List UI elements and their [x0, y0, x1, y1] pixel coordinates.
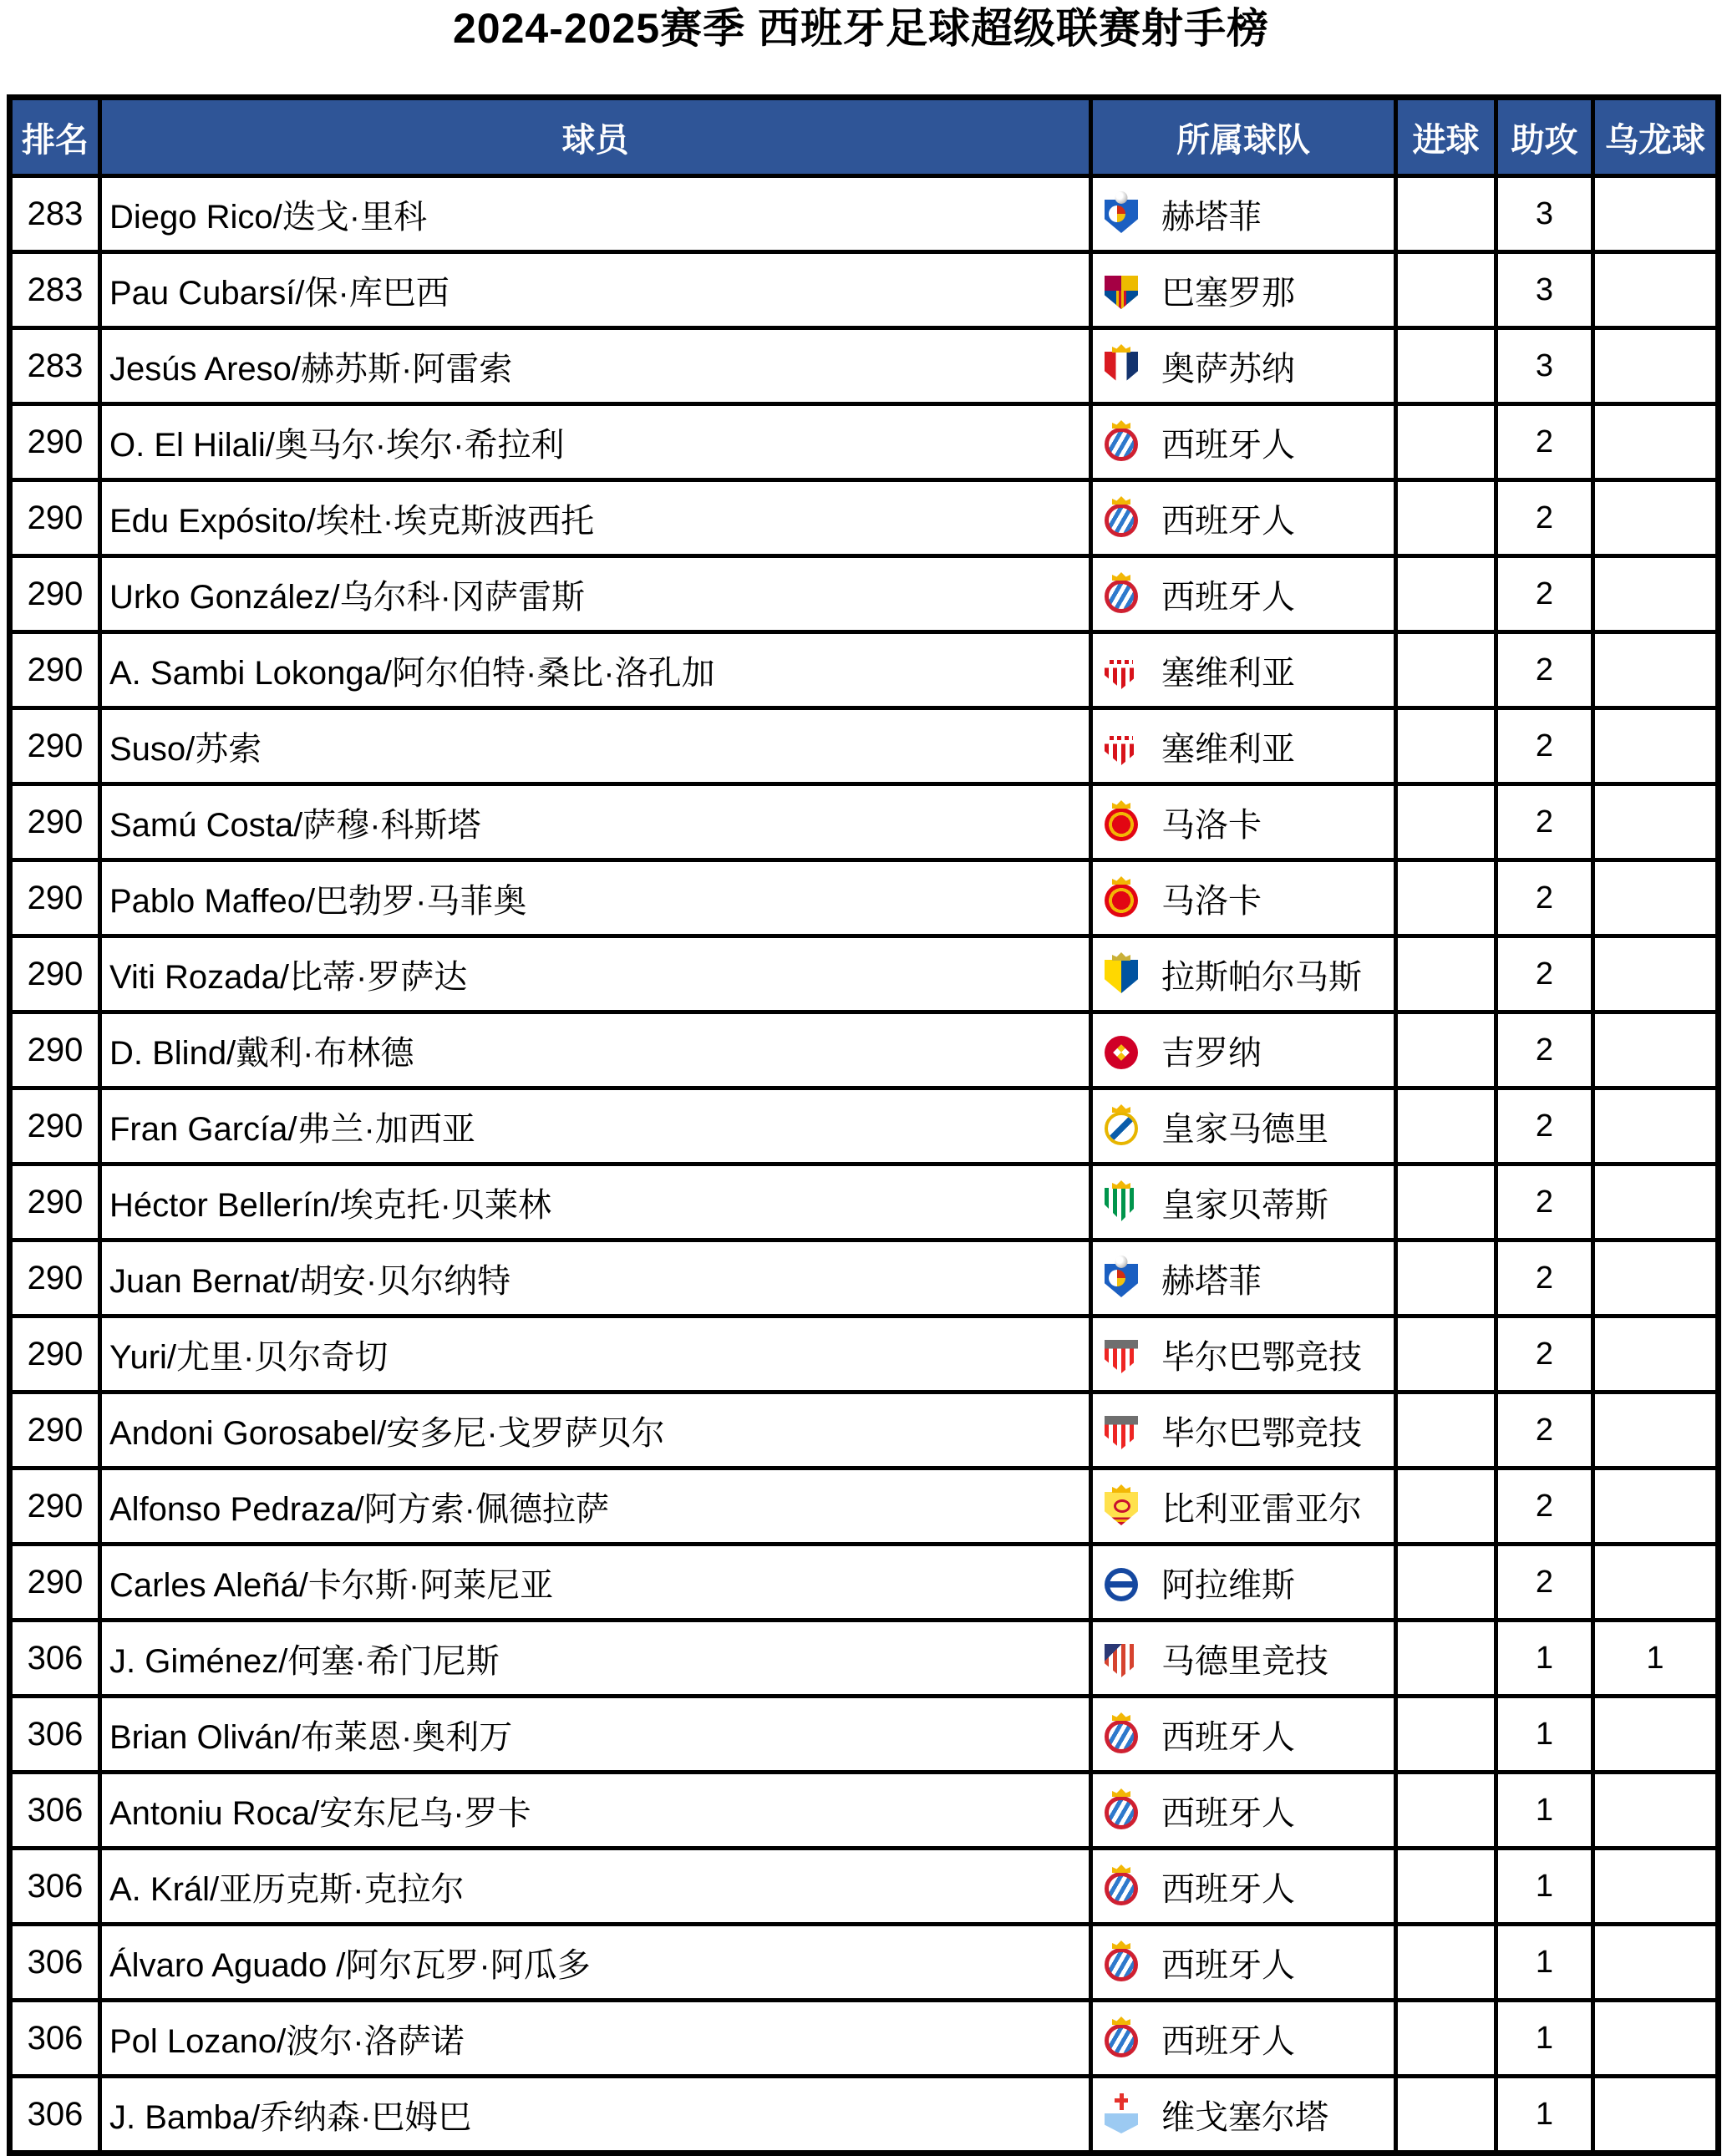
column-header-player: 球员: [100, 98, 1091, 176]
own-goals-cell: [1593, 784, 1719, 860]
badge-shape: [1105, 808, 1138, 841]
table-row: [10, 1088, 1719, 1164]
column-header-rank: 排名: [10, 98, 100, 176]
team-cell: [1091, 1697, 1396, 1773]
own-goals-cell: [1593, 1545, 1719, 1621]
player-cell: D. Blind/戴利·布林德: [100, 1012, 1091, 1088]
team-name: 维戈塞尔塔: [1161, 2098, 1328, 2136]
getafe-badge-icon: [1103, 1257, 1140, 1299]
own-goals-cell: [1593, 632, 1719, 708]
team-cell: [1091, 328, 1396, 404]
rank-cell: 283: [10, 176, 100, 252]
rank-cell: 290: [10, 1164, 100, 1240]
own-goals-cell: [1593, 1088, 1719, 1164]
header-row: [10, 98, 1719, 176]
rank-cell: 290: [10, 1469, 100, 1545]
table-row: [10, 1545, 1719, 1621]
osasuna-badge-icon: [1103, 345, 1140, 387]
espanyol-badge-icon: [1103, 1789, 1140, 1831]
goals-cell: [1396, 480, 1496, 556]
own-goals-cell: [1593, 708, 1719, 784]
rank-cell: 290: [10, 1012, 100, 1088]
team-name: 皇家马德里: [1161, 1110, 1328, 1148]
badge-shape: [1105, 428, 1138, 461]
table-row: [10, 784, 1719, 860]
assists-cell: 1: [1496, 1849, 1593, 1925]
goals-cell: [1396, 860, 1496, 936]
assists-cell: 2: [1496, 404, 1593, 480]
own-goals-cell: [1593, 936, 1719, 1012]
player-cell: Pablo Maffeo/巴勃罗·马菲奥: [100, 860, 1091, 936]
own-goals-cell: [1593, 556, 1719, 632]
team-name: 西班牙人: [1161, 1946, 1295, 1984]
team-cell: [1091, 1012, 1396, 1088]
own-goals-cell: [1593, 2077, 1719, 2153]
team-cell: [1091, 1925, 1396, 2001]
player-cell: Álvaro Aguado /阿尔瓦罗·阿瓜多: [100, 1925, 1091, 2001]
team-name: 马洛卡: [1161, 806, 1262, 844]
rank-cell: 306: [10, 1849, 100, 1925]
rank-cell: 290: [10, 1240, 100, 1316]
team-name: 毕尔巴鄂竞技: [1161, 1338, 1362, 1376]
table-row: [10, 2077, 1719, 2153]
goals-cell: [1396, 1012, 1496, 1088]
team-cell: [1091, 936, 1396, 1012]
team-cell: [1091, 1849, 1396, 1925]
own-goals-cell: [1593, 1316, 1719, 1393]
badge-shape: [1105, 1796, 1138, 1829]
badge-shape: [1105, 580, 1138, 613]
team-cell: [1091, 1393, 1396, 1469]
sevilla-badge-icon: [1103, 725, 1140, 767]
own-goals-cell: [1593, 1925, 1719, 2001]
assists-cell: 2: [1496, 1316, 1593, 1393]
goals-cell: [1396, 328, 1496, 404]
badge-shape: [1105, 2024, 1138, 2057]
team-name: 西班牙人: [1161, 1870, 1295, 1908]
player-cell: Diego Rico/迭戈·里科: [100, 176, 1091, 252]
table-row: [10, 632, 1719, 708]
rank-cell: 290: [10, 1393, 100, 1469]
team-cell: [1091, 1088, 1396, 1164]
team-name: 拉斯帕尔马斯: [1161, 958, 1362, 996]
table-row: [10, 860, 1719, 936]
goals-cell: [1396, 1240, 1496, 1316]
team-cell: [1091, 784, 1396, 860]
assists-cell: 1: [1496, 1773, 1593, 1849]
badge-shape: [1105, 1036, 1138, 1069]
assists-cell: 2: [1496, 784, 1593, 860]
rank-cell: 290: [10, 860, 100, 936]
barcelona-badge-icon: [1103, 269, 1140, 311]
own-goals-cell: [1593, 1240, 1719, 1316]
team-name: 西班牙人: [1161, 2022, 1295, 2060]
badge-shape: [1105, 352, 1138, 385]
assists-cell: 1: [1496, 1697, 1593, 1773]
goals-cell: [1396, 632, 1496, 708]
mallorca-badge-icon: [1103, 877, 1140, 919]
badge-shape: [1105, 1872, 1138, 1905]
team-name: 塞维利亚: [1161, 730, 1295, 768]
badge-shape: [1105, 1188, 1138, 1221]
own-goals-cell: [1593, 1393, 1719, 1469]
goals-cell: [1396, 1697, 1496, 1773]
espanyol-badge-icon: [1103, 1713, 1140, 1755]
table-row: [10, 252, 1719, 328]
team-name: 毕尔巴鄂竞技: [1161, 1414, 1362, 1452]
player-cell: Jesús Areso/赫苏斯·阿雷索: [100, 328, 1091, 404]
team-cell: [1091, 1773, 1396, 1849]
athletic-bilbao-badge-icon: [1103, 1333, 1140, 1375]
real-madrid-badge-icon: [1103, 1105, 1140, 1147]
own-goals-cell: [1593, 1773, 1719, 1849]
assists-cell: 1: [1496, 2001, 1593, 2077]
team-name: 吉罗纳: [1161, 1034, 1262, 1072]
real-betis-badge-icon: [1103, 1181, 1140, 1223]
table-row: [10, 1849, 1719, 1925]
assists-cell: 2: [1496, 936, 1593, 1012]
goals-cell: [1396, 252, 1496, 328]
player-cell: A. Král/亚历克斯·克拉尔: [100, 1849, 1091, 1925]
assists-cell: 2: [1496, 1469, 1593, 1545]
badge-shape: [1105, 656, 1138, 689]
assists-cell: 1: [1496, 1621, 1593, 1697]
getafe-badge-icon: [1103, 193, 1140, 235]
team-name: 赫塔菲: [1161, 1262, 1262, 1300]
player-cell: Juan Bernat/胡安·贝尔纳特: [100, 1240, 1091, 1316]
own-goals-cell: [1593, 176, 1719, 252]
rank-cell: 290: [10, 708, 100, 784]
table-row: [10, 1773, 1719, 1849]
player-cell: Edu Expósito/埃杜·埃克斯波西托: [100, 480, 1091, 556]
table-row: [10, 176, 1719, 252]
table-row: [10, 708, 1719, 784]
team-name: 阿拉维斯: [1161, 1566, 1295, 1604]
rank-cell: 290: [10, 404, 100, 480]
badge-shape: [1105, 200, 1138, 233]
table-row: [10, 936, 1719, 1012]
column-header-assists: 助攻: [1496, 98, 1593, 176]
player-cell: Alfonso Pedraza/阿方索·佩德拉萨: [100, 1469, 1091, 1545]
player-cell: Yuri/尤里·贝尔奇切: [100, 1316, 1091, 1393]
badge-shape: [1105, 276, 1138, 309]
player-cell: Samú Costa/萨穆·科斯塔: [100, 784, 1091, 860]
team-name: 马德里竞技: [1161, 1642, 1328, 1680]
table-body: [10, 176, 1719, 2153]
team-name: 塞维利亚: [1161, 654, 1295, 692]
assists-cell: 2: [1496, 632, 1593, 708]
goals-cell: [1396, 936, 1496, 1012]
villarreal-badge-icon: [1103, 1485, 1140, 1527]
espanyol-badge-icon: [1103, 497, 1140, 539]
team-cell: [1091, 1240, 1396, 1316]
assists-cell: 2: [1496, 480, 1593, 556]
badge-shape: [1105, 732, 1138, 765]
player-cell: Héctor Bellerín/埃克托·贝莱林: [100, 1164, 1091, 1240]
own-goals-cell: [1593, 860, 1719, 936]
table-row: [10, 328, 1719, 404]
assists-cell: 3: [1496, 176, 1593, 252]
team-name: 西班牙人: [1161, 1718, 1295, 1756]
player-cell: Viti Rozada/比蒂·罗萨达: [100, 936, 1091, 1012]
own-goals-cell: [1593, 404, 1719, 480]
player-cell: Pol Lozano/波尔·洛萨诺: [100, 2001, 1091, 2077]
table-row: [10, 1621, 1719, 1697]
badge-shape: [1105, 2100, 1138, 2133]
team-name: 皇家贝蒂斯: [1161, 1186, 1328, 1224]
team-cell: [1091, 2077, 1396, 2153]
team-name: 西班牙人: [1161, 426, 1295, 464]
rank-cell: 306: [10, 2001, 100, 2077]
own-goals-cell: [1593, 1849, 1719, 1925]
goals-cell: [1396, 404, 1496, 480]
table-row: [10, 1469, 1719, 1545]
player-cell: Urko González/乌尔科·冈萨雷斯: [100, 556, 1091, 632]
team-name: 西班牙人: [1161, 1794, 1295, 1832]
own-goals-cell: [1593, 480, 1719, 556]
assists-cell: 3: [1496, 328, 1593, 404]
team-name: 马洛卡: [1161, 882, 1262, 920]
player-cell: J. Bamba/乔纳森·巴姆巴: [100, 2077, 1091, 2153]
team-cell: [1091, 252, 1396, 328]
table-row: [10, 404, 1719, 480]
table-row: [10, 1316, 1719, 1393]
player-cell: J. Giménez/何塞·希门尼斯: [100, 1621, 1091, 1697]
team-cell: [1091, 1316, 1396, 1393]
badge-shape: [1105, 1568, 1138, 1601]
badge-shape: [1105, 1340, 1138, 1373]
goals-cell: [1396, 2001, 1496, 2077]
girona-badge-icon: [1103, 1029, 1140, 1071]
column-header-goals: 进球: [1396, 98, 1496, 176]
espanyol-badge-icon: [1103, 1941, 1140, 1983]
own-goals-cell: [1593, 252, 1719, 328]
team-cell: [1091, 860, 1396, 936]
player-cell: O. El Hilali/奥马尔·埃尔·希拉利: [100, 404, 1091, 480]
las-palmas-badge-icon: [1103, 953, 1140, 995]
team-cell: [1091, 1621, 1396, 1697]
player-cell: Brian Oliván/布莱恩·奥利万: [100, 1697, 1091, 1773]
table-row: [10, 1164, 1719, 1240]
goals-cell: [1396, 2077, 1496, 2153]
rank-cell: 306: [10, 1925, 100, 2001]
athletic-bilbao-badge-icon: [1103, 1409, 1140, 1451]
assists-cell: 2: [1496, 556, 1593, 632]
team-cell: [1091, 1545, 1396, 1621]
own-goals-cell: [1593, 1697, 1719, 1773]
sevilla-badge-icon: [1103, 649, 1140, 691]
goals-cell: [1396, 556, 1496, 632]
espanyol-badge-icon: [1103, 573, 1140, 615]
table-row: [10, 1012, 1719, 1088]
table-row: [10, 1240, 1719, 1316]
assists-cell: 2: [1496, 1393, 1593, 1469]
goals-cell: [1396, 784, 1496, 860]
celta-vigo-badge-icon: [1103, 2093, 1140, 2135]
rank-cell: 306: [10, 2077, 100, 2153]
table-row: [10, 556, 1719, 632]
rank-cell: 290: [10, 784, 100, 860]
goals-cell: [1396, 1316, 1496, 1393]
own-goals-cell: 1: [1593, 1621, 1719, 1697]
team-name: 赫塔菲: [1161, 198, 1262, 236]
espanyol-badge-icon: [1103, 421, 1140, 463]
rank-cell: 290: [10, 936, 100, 1012]
goals-cell: [1396, 1849, 1496, 1925]
badge-shape: [1105, 1644, 1138, 1677]
own-goals-cell: [1593, 1012, 1719, 1088]
own-goals-cell: [1593, 328, 1719, 404]
player-cell: Suso/苏索: [100, 708, 1091, 784]
badge-shape: [1105, 504, 1138, 537]
team-name: 比利亚雷亚尔: [1161, 1490, 1362, 1528]
own-goals-cell: [1593, 1469, 1719, 1545]
team-name: 奥萨苏纳: [1161, 350, 1295, 388]
rank-cell: 290: [10, 1545, 100, 1621]
scorers-table: [7, 94, 1721, 2156]
goals-cell: [1396, 1925, 1496, 2001]
goals-cell: [1396, 1088, 1496, 1164]
player-cell: Andoni Gorosabel/安多尼·戈罗萨贝尔: [100, 1393, 1091, 1469]
team-name: 巴塞罗那: [1161, 274, 1295, 312]
badge-shape: [1105, 1948, 1138, 1981]
team-cell: [1091, 632, 1396, 708]
goals-cell: [1396, 1164, 1496, 1240]
team-name: 西班牙人: [1161, 502, 1295, 540]
assists-cell: 2: [1496, 708, 1593, 784]
espanyol-badge-icon: [1103, 2017, 1140, 2059]
rank-cell: 283: [10, 328, 100, 404]
own-goals-cell: [1593, 2001, 1719, 2077]
badge-shape: [1105, 1720, 1138, 1753]
table-row: [10, 1925, 1719, 2001]
assists-cell: 1: [1496, 2077, 1593, 2153]
table-row: [10, 2001, 1719, 2077]
rank-cell: 290: [10, 556, 100, 632]
team-cell: [1091, 556, 1396, 632]
goals-cell: [1396, 708, 1496, 784]
badge-shape: [1105, 1492, 1138, 1525]
player-cell: Pau Cubarsí/保·库巴西: [100, 252, 1091, 328]
team-cell: [1091, 480, 1396, 556]
assists-cell: 3: [1496, 252, 1593, 328]
atletico-madrid-badge-icon: [1103, 1637, 1140, 1679]
column-header-own-goals: 乌龙球: [1593, 98, 1719, 176]
own-goals-cell: [1593, 1164, 1719, 1240]
assists-cell: 2: [1496, 1545, 1593, 1621]
table-row: [10, 480, 1719, 556]
team-cell: [1091, 1164, 1396, 1240]
goals-cell: [1396, 1393, 1496, 1469]
player-cell: Fran García/弗兰·加西亚: [100, 1088, 1091, 1164]
player-cell: A. Sambi Lokonga/阿尔伯特·桑比·洛孔加: [100, 632, 1091, 708]
goals-cell: [1396, 176, 1496, 252]
assists-cell: 2: [1496, 1012, 1593, 1088]
badge-shape: [1105, 960, 1138, 993]
rank-cell: 283: [10, 252, 100, 328]
badge-shape: [1105, 1112, 1138, 1145]
goals-cell: [1396, 1773, 1496, 1849]
team-cell: [1091, 2001, 1396, 2077]
column-header-team: 所属球队: [1091, 98, 1396, 176]
goals-cell: [1396, 1545, 1496, 1621]
team-cell: [1091, 176, 1396, 252]
rank-cell: 306: [10, 1697, 100, 1773]
team-cell: [1091, 1469, 1396, 1545]
espanyol-badge-icon: [1103, 1865, 1140, 1907]
table-header: [10, 98, 1719, 176]
badge-shape: [1105, 884, 1138, 917]
mallorca-badge-icon: [1103, 801, 1140, 843]
assists-cell: 2: [1496, 1088, 1593, 1164]
team-name: 西班牙人: [1161, 578, 1295, 616]
rank-cell: 306: [10, 1773, 100, 1849]
goals-cell: [1396, 1469, 1496, 1545]
rank-cell: 290: [10, 632, 100, 708]
assists-cell: 2: [1496, 1164, 1593, 1240]
alaves-badge-icon: [1103, 1561, 1140, 1603]
table-row: [10, 1393, 1719, 1469]
goals-cell: [1396, 1621, 1496, 1697]
assists-cell: 2: [1496, 1240, 1593, 1316]
badge-shape: [1105, 1416, 1138, 1449]
player-cell: Carles Aleñá/卡尔斯·阿莱尼亚: [100, 1545, 1091, 1621]
team-cell: [1091, 708, 1396, 784]
badge-shape: [1105, 1264, 1138, 1297]
rank-cell: 290: [10, 1316, 100, 1393]
rank-cell: 290: [10, 1088, 100, 1164]
team-cell: [1091, 404, 1396, 480]
assists-cell: 2: [1496, 860, 1593, 936]
assists-cell: 1: [1496, 1925, 1593, 2001]
table-row: [10, 1697, 1719, 1773]
player-cell: Antoniu Roca/安东尼乌·罗卡: [100, 1773, 1091, 1849]
rank-cell: 306: [10, 1621, 100, 1697]
page-title: 2024-2025赛季 西班牙足球超级联赛射手榜: [452, 5, 1269, 52]
rank-cell: 290: [10, 480, 100, 556]
